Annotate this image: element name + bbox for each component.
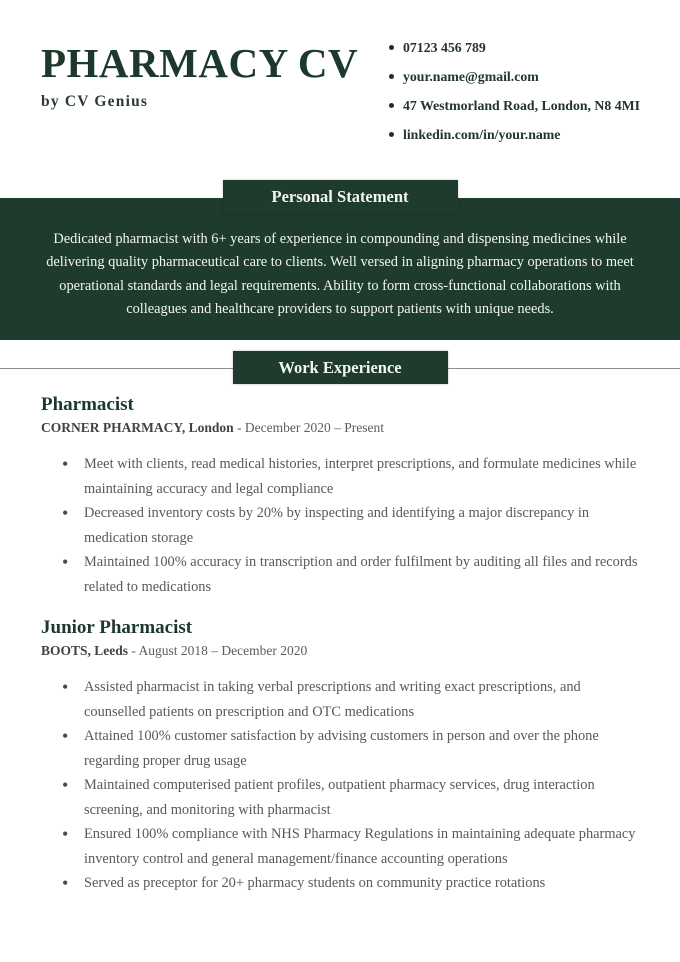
contact-item-email xyxy=(389,70,640,84)
bullet-item: • Attained 100% customer satisfaction by advising customers in person and over the phone regarding proper drug usage xyxy=(41,724,640,773)
bullet-list xyxy=(41,675,640,896)
bullet-item: • Ensured 100% compliance with NHS Pharmacy Regulations in maintaining adequate pharmacy inventory control and general management/finance accounting operations xyxy=(41,822,640,871)
bullet-item: • Meet with clients, read medical histories, interpret prescriptions, and formulate medicines while maintaining accuracy and legal compliance xyxy=(41,452,640,501)
employment-dates: - August 2018 – December 2020 xyxy=(131,643,308,658)
work-experience-header xyxy=(0,351,680,385)
linkedin-url: linkedin.com/in/your.name xyxy=(403,127,561,142)
page-title: PHARMACY CV xyxy=(41,40,359,86)
bullet-icon xyxy=(389,103,394,108)
contact-item-phone xyxy=(389,41,640,55)
bullet-item: • Served as preceptor for 20+ pharmacy students on community practice rotations xyxy=(41,871,640,896)
personal-statement-section xyxy=(0,180,680,340)
personal-statement-heading: Personal Statement xyxy=(223,180,458,213)
email-address: your.name@gmail.com xyxy=(403,69,539,84)
bullet-icon xyxy=(389,74,394,79)
bullet-item: • Assisted pharmacist in taking verbal prescriptions and writing exact prescriptions, and counselled patients on prescription and OTC medications xyxy=(41,675,640,724)
bullet-icon xyxy=(389,132,394,137)
phone-number: 07123 456 789 xyxy=(403,40,486,55)
personal-statement-text: Dedicated pharmacist with 6+ years of experience in compounding and dispensing medicines while delivering quality pharmaceutical care to clients. Well versed in aligning pharmacy operations to meet operational standards and legal requirements. Ability to form cross-functional collaborations with colleagues and healthcare providers to support patients with unique needs. xyxy=(46,231,634,318)
job-subheading xyxy=(41,644,640,658)
employment-dates: - December 2020 – Present xyxy=(237,420,384,435)
contact-item-linkedin xyxy=(389,128,640,142)
byline: by CV Genius xyxy=(41,93,149,111)
bullet-item: • Decreased inventory costs by 20% by inspecting and identifying a major discrepancy in medication storage xyxy=(41,501,640,550)
bullet-icon xyxy=(389,45,394,50)
job-subheading xyxy=(41,421,640,435)
bullet-item: • Maintained computerised patient profiles, outpatient pharmacy services, drug interaction screening, and monitoring with pharmacist xyxy=(41,773,640,822)
contact-list xyxy=(389,41,640,157)
bullet-item: • Maintained 100% accuracy in transcription and order fulfilment by auditing all files and records related to medications xyxy=(41,550,640,599)
header-title-block xyxy=(41,42,358,111)
job-title: Junior Pharmacist xyxy=(41,617,193,638)
work-experience-body xyxy=(41,394,640,896)
work-experience-heading: Work Experience xyxy=(233,351,448,384)
contact-item-address xyxy=(389,99,640,113)
bullet-list xyxy=(41,452,640,599)
postal-address: 47 Westmorland Road, London, N8 4MI xyxy=(403,98,641,113)
employer-name: CORNER PHARMACY, London xyxy=(41,420,234,435)
job-title: Pharmacist xyxy=(41,394,134,415)
personal-statement-band xyxy=(0,198,680,340)
employer-name: BOOTS, Leeds xyxy=(41,643,129,658)
